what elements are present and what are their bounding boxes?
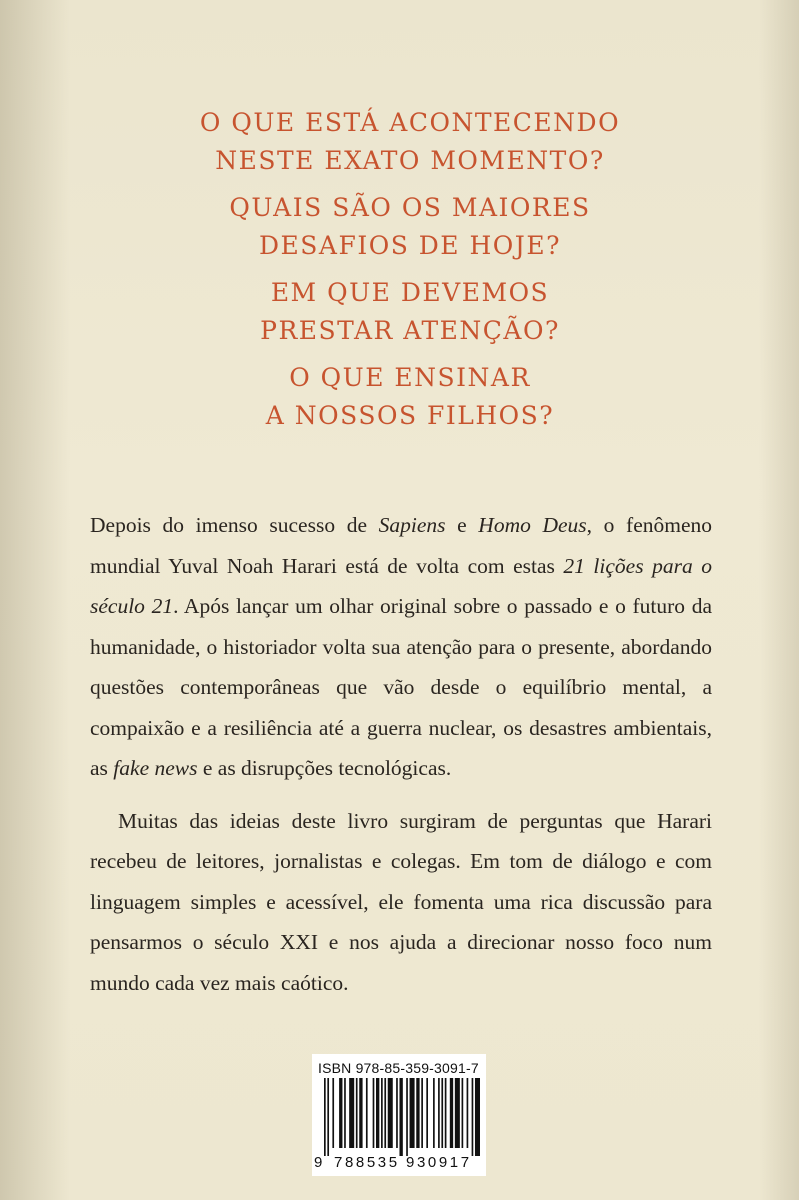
barcode-bar bbox=[332, 1078, 334, 1148]
question-2-line-1: QUAIS SÃO OS MAIORES bbox=[229, 193, 591, 222]
barcode-bar bbox=[445, 1078, 447, 1148]
barcode-bar bbox=[475, 1078, 480, 1156]
barcode-bar bbox=[438, 1078, 440, 1148]
barcode-digit-first: 9 bbox=[314, 1154, 323, 1171]
barcode-bar bbox=[324, 1078, 326, 1156]
barcode-bar bbox=[433, 1078, 435, 1148]
isbn-barcode bbox=[312, 1054, 486, 1176]
questions-block bbox=[100, 104, 720, 444]
question-1-line-2: NESTE EXATO MOMENTO? bbox=[215, 146, 605, 175]
barcode-bar bbox=[339, 1078, 342, 1148]
barcode-bar bbox=[472, 1078, 474, 1156]
barcode-bar bbox=[359, 1078, 362, 1148]
barcode-bar bbox=[421, 1078, 423, 1148]
barcode-bar bbox=[344, 1078, 346, 1148]
barcode-digits-left: 788535 bbox=[334, 1154, 400, 1171]
p1-title-sapiens: Sapiens bbox=[378, 513, 446, 537]
barcode-bar bbox=[406, 1078, 408, 1156]
barcode-bar bbox=[327, 1078, 329, 1156]
p1-text-4: . Após lançar um olhar original sobre o passado e o futuro da humanidade, o historiador volta sua atenção para o presente, abordando questões contemporâneas que vão desde o equilíbrio mental, a compaixão e a resiliência até a guerra nuclear, os desastres ambientais, as bbox=[90, 594, 712, 780]
barcode-bars bbox=[324, 1078, 480, 1156]
barcode-bar bbox=[462, 1078, 464, 1148]
barcode-bar bbox=[376, 1078, 379, 1148]
barcode-bar bbox=[388, 1078, 393, 1148]
question-4 bbox=[100, 359, 720, 435]
question-1 bbox=[100, 104, 720, 180]
barcode-bar bbox=[450, 1078, 453, 1148]
p1-term-fake-news: fake news bbox=[113, 756, 198, 780]
question-2-line-2: DESAFIOS DE HOJE? bbox=[259, 231, 561, 260]
p1-text-1: Depois do imenso sucesso de bbox=[90, 513, 379, 537]
synopsis-paragraph-1 bbox=[90, 505, 712, 789]
isbn-label: ISBN 978-85-359-3091-7 bbox=[318, 1060, 479, 1076]
question-4-line-2: A NOSSOS FILHOS? bbox=[265, 401, 555, 430]
barcode-bar bbox=[356, 1078, 358, 1148]
question-1-line-1: O QUE ESTÁ ACONTECENDO bbox=[199, 108, 621, 137]
barcode-bar bbox=[399, 1078, 402, 1156]
p1-text-2: e bbox=[445, 513, 479, 537]
barcode-bar bbox=[467, 1078, 469, 1148]
p1-title-21-licoes: 21 lições para o século 21 bbox=[90, 553, 712, 618]
synopsis bbox=[90, 505, 712, 1003]
barcode-bar bbox=[381, 1078, 383, 1148]
barcode-bar bbox=[426, 1078, 428, 1148]
barcode-bar bbox=[416, 1078, 419, 1148]
barcode-bar bbox=[441, 1078, 443, 1148]
question-3-line-2: PRESTAR ATENÇÃO? bbox=[260, 316, 560, 345]
barcode-bar bbox=[396, 1078, 398, 1148]
question-4-line-1: O QUE ENSINAR bbox=[289, 363, 531, 392]
barcode-digits-right: 930917 bbox=[406, 1154, 472, 1171]
question-3 bbox=[100, 274, 720, 350]
barcode-bar bbox=[410, 1078, 415, 1148]
question-3-line-1: EM QUE DEVEMOS bbox=[270, 278, 550, 307]
question-2 bbox=[100, 189, 720, 265]
barcode-bar bbox=[455, 1078, 460, 1148]
p1-text-3: , o fenômeno mundial Yuval Noah Harari está de volta com estas bbox=[90, 513, 713, 578]
synopsis-paragraph-2: Muitas das ideias deste livro surgiram de perguntas que Harari recebeu de leitores, jornalistas e colegas. Em tom de diálogo e com linguagem simples e acessível, ele fomenta uma rica discussão para pensarmos o século XXI e nos ajuda a direcionar nosso foco num mundo cada vez mais caótico. bbox=[90, 808, 712, 995]
barcode-bar bbox=[373, 1078, 375, 1148]
barcode-bar bbox=[384, 1078, 386, 1148]
barcode-bar bbox=[366, 1078, 368, 1148]
barcode-bar bbox=[349, 1078, 354, 1148]
p1-title-homo-deus: Homo Deus bbox=[478, 513, 587, 537]
p1-text-5: e as disrupções tecnológicas. bbox=[197, 756, 452, 780]
